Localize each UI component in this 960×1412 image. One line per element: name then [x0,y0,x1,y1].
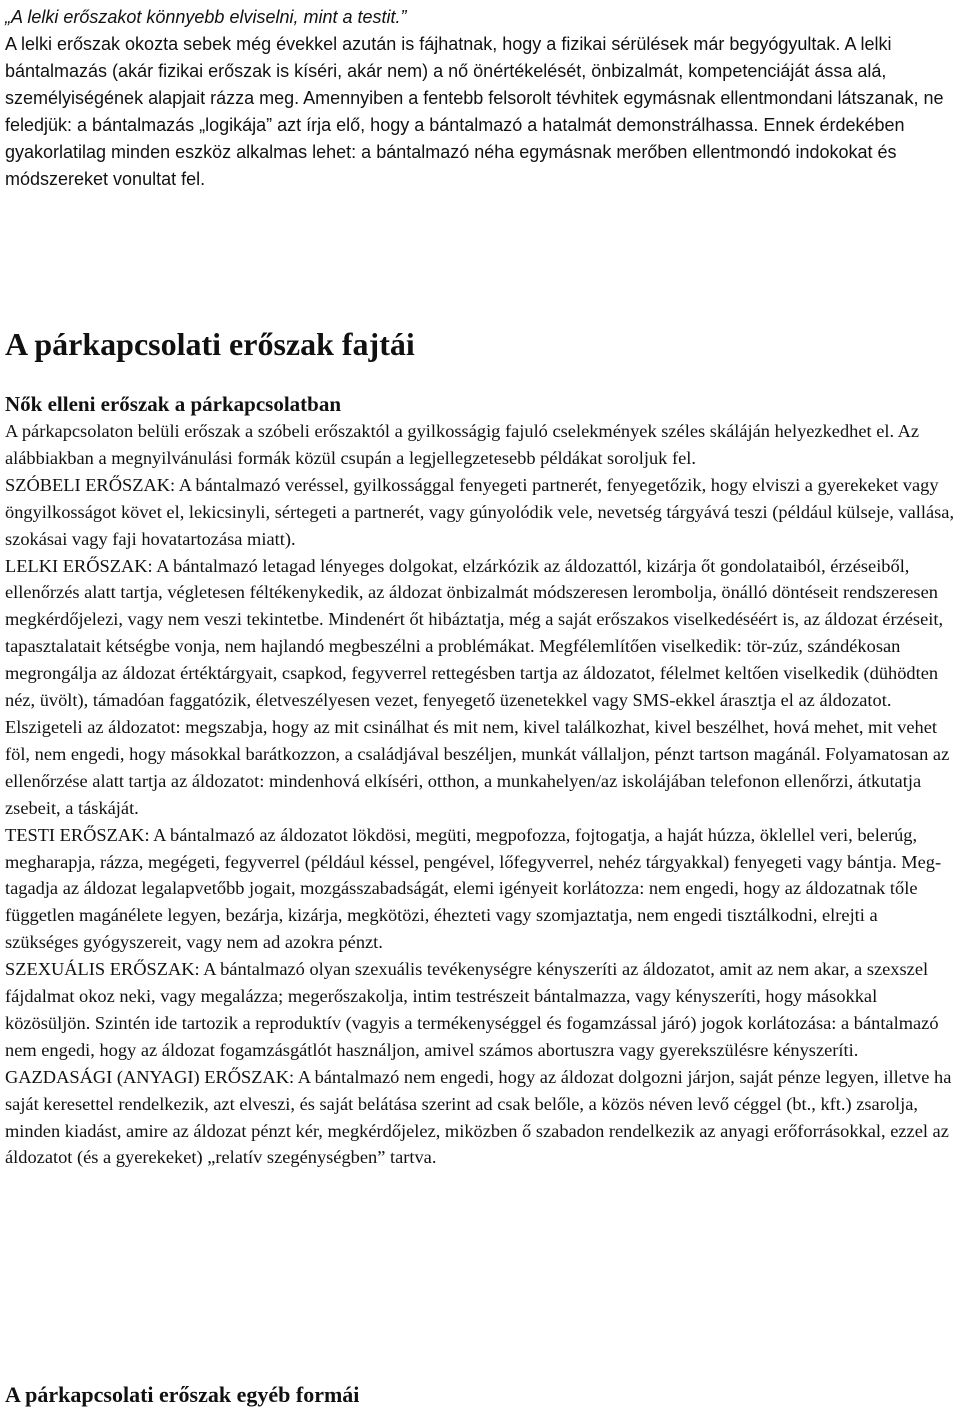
section-title: A párkapcsolati erőszak fajtái [5,326,415,362]
section-body [5,390,955,1171]
body-paragraph-intro: A párkapcsolaton belüli erőszak a szóbeli erőszaktól a gyilkosságig fajuló cselekmények széles skáláján helyezkedhet el. Az alábbiakban a megnyilvánulási formák közül csupán a legjellegzetesebb példákat soroljuk fel. [5,421,920,468]
body-paragraph-sexual: SZEXUÁLIS ERŐSZAK: A bántalmazó olyan szexuális tevékenységre kényszeríti az áldozatot, amit az nem akar, a szexszel fájdalmat okoz neki, vagy megalázza; megerőszakolja, intim testrészeit bántalmazza, vagy kényszeríti, hogy másokkal közösüljön. Szintén ide tartozik a reproduktív (vagyis a termékenységgel és fogamzással járó) jogok korlátozása: a bántalmazó nem engedi, hogy az áldozat fogamzásgátlót használjon, amivel számos abortuszra vagy gyerekszülésre kényszeríti. [5,959,939,1060]
intro-block [5,4,955,193]
next-section-title: A párkapcsolati erőszak egyéb formái [5,1382,360,1407]
body-paragraph-psychological: LELKI ERŐSZAK: A bántalmazó letagad lényeges dolgokat, elzárkózik az áldozattól, kizárja őt gondolataiból, érzéseiből, ellenőrzés alatt tartja, végletesen féltékenykedik, az áldozat önbizalmát módszeresen lerombolja, önálló döntéseit rendszeresen megkérdőjelezi, vagy nem veszi tekintetbe. Mindenért őt hibáztatja, még a saját erőszakos viselkedéséért is, az áldozat érzéseit, tapasztalatait kétségbe vonja, nem hajlandó megbeszélni a problémákat. Megfélemlítően viselkedik: tör-zúz, szándékosan megrongálja az áldozat értéktárgyait, csapkod, fegyverrel rettegésben tartja az áldozatot, félelmet keltően viselkedik (dühödten néz, üvölt), támadóan faggatózik, életveszélyesen vezet, fenyegető üzenetekkel vagy SMS-ekkel árasztja el az áldozatot. Elszigeteli az áldozatot: megszabja, hogy az mit csinálhat és mit nem, kivel találkozhat, kivel beszélhet, hová mehet, mit vehet föl, nem engedi, hogy másokkal barátkozzon, a családjával beszéljen, munkát vállaljon, pénzt tartson magánál. Folyamatosan az ellenőrzése alatt tartja az áldozatot: mindenhová elkíséri, otthon, a munkahelyen/az iskolájában telefonon ellenőrzi, átkutatja zsebeit, a táskáját. [5,555,950,818]
body-paragraph-verbal: SZÓBELI ERŐSZAK: A bántalmazó veréssel, gyilkossággal fenyegeti partnerét, fenyegetőzik, hogy elviszi a gyerekeket vagy öngyilkosságot követ el, lekicsinyli, sértegeti a partnerét, vagy gúnyolódik vele, nevetség tárgyává teszi (például külseje, vallása, szokásai vagy faji hovatartozása miatt). [5,474,955,549]
section-subtitle: Nők elleni erőszak a párkapcsolatban [5,392,342,416]
body-paragraph-economic: GAZDASÁGI (ANYAGI) ERŐSZAK: A bántalmazó nem engedi, hogy az áldozat dolgozni járjon, saját pénze legyen, illetve ha saját keresettel rendelkezik, azt elveszi, és saját belátása szerint ad csak belőle, a közös néven levő céggel (bt., kft.) zsarolja, minden kiadást, amire az áldozat pénzt kér, megkérdőjelez, miközben ő szabadon rendelkezik az anyagi erőforrásokkal, ezzel az áldozatot (és a gyerekeket) „relatív szegénységben” tartva. [5,1066,952,1168]
intro-paragraph [5,4,955,193]
intro-quote-title: „A lelki erőszakot könnyebb elviselni, mint a testit.” [5,7,407,27]
intro-text: A lelki erőszak okozta sebek még évekkel azután is fájhatnak, hogy a fizikai sérülések már begyógyultak. A lelki bántalmazás (akár fizikai erőszak is kíséri, akár nem) a nő önértékelését, önbizalmát, kompetenciáját ássa alá, személyiségének alapjait rázza meg. Amennyiben a fentebb felsorolt tévhitek egymásnak ellentmondani látszanak, ne feledjük: a bántalmazás „logikája” azt írja elő, hogy a bántalmazó a hatalmát demonstrálhassa. Ennek érdekében gyakorlatilag minden eszköz alkalmas lehet: a bántalmazó néha egymásnak merőben ellentmondó indokokat és módszereket vonultat fel. [5,34,944,189]
body-paragraph-physical: TESTI ERŐSZAK: A bántalmazó az áldozatot lökdösi, megüti, megpofozza, fojtogatja, a haját húzza, öklellel veri, belerúg, megharapja, rázza, megégeti, fegyverrel (például késsel, pengével, lőfegyverrel, nehéz tárgyakkal) fenyegeti vagy bántja. Meg-tagadja az áldozat legalapvetőbb jogait, mozgásszabadságát, elemi igényeit korlátozza: nem engedi, hogy az áldozatnak tőle független magánélete legyen, bezárja, kizárja, megkötözi, éhezteti vagy szomjaztatja, nem engedi tisztálkodni, elrejti a szükséges gyógyszereit, vagy nem ad azokra pénzt. [5,824,942,953]
